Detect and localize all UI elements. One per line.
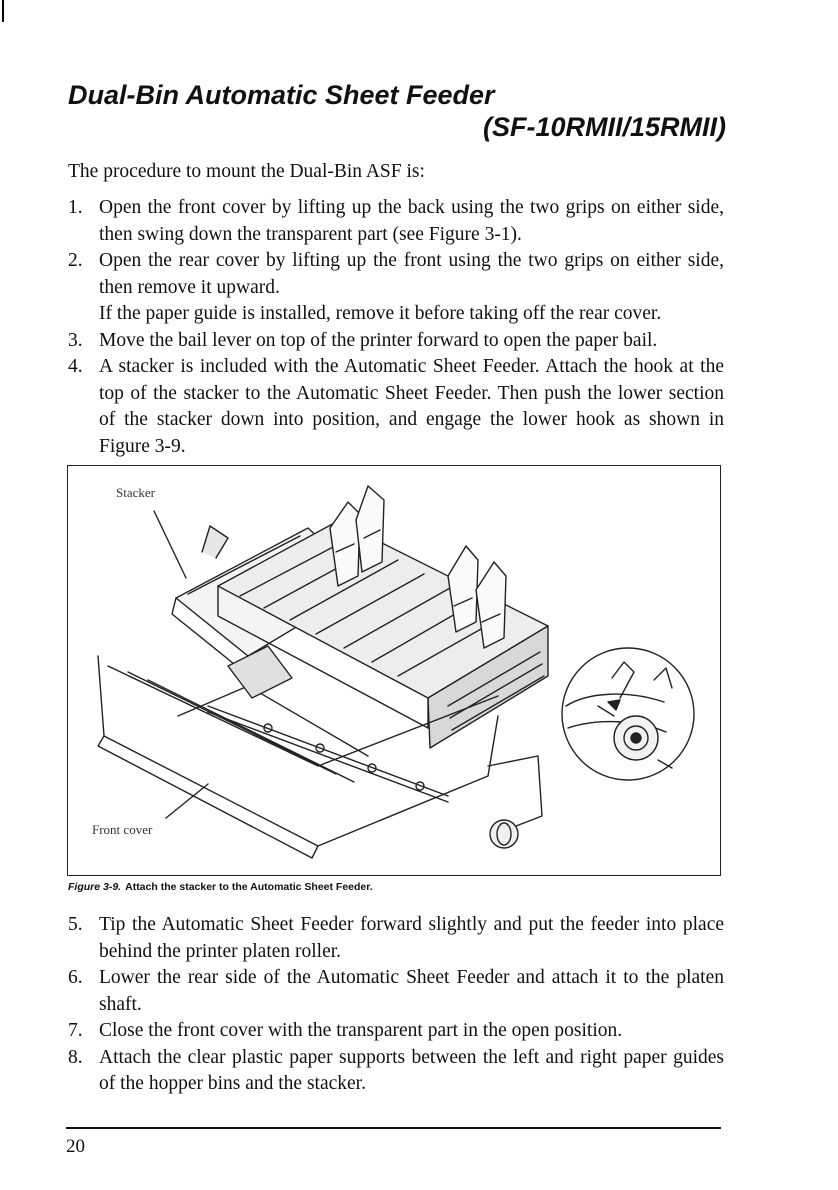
step-number: 5. [68,914,83,935]
hook-detail-inset [562,648,694,780]
step-item [68,912,724,965]
intro-text: The procedure to mount the Dual-Bin ASF is: [68,161,425,182]
step-text: Open the rear cover by lifting up the front using the two grips on either side, then remove it upward. [99,250,724,298]
step-number: 4. [68,356,83,377]
step-text: Close the front cover with the transparent part in the open position. [99,1020,623,1041]
step-item [68,328,724,355]
step-note: If the paper guide is installed, remove it before taking off the rear cover. [99,303,662,324]
page-edge-mark [2,0,4,22]
step-text: Attach the clear plastic paper supports between the left and right paper guides of the hopper bins and the stacker. [99,1046,724,1094]
step-number: 8. [68,1046,83,1068]
step-item [68,248,724,328]
sheet-feeder-illustration [68,466,721,876]
page-subtitle-model: (SF-10RMII/15RMII) [482,112,726,142]
figure-caption-number: Figure 3-9. [68,881,122,893]
figure-label-stacker: Stacker [116,485,155,500]
steps-list-after-figure [68,912,724,1098]
footer-rule [66,1127,721,1129]
step-number: 1. [68,197,83,218]
stacker-callout-line [154,511,186,578]
step-text: Lower the rear side of the Automatic Sheet Feeder and attach it to the platen shaft. [99,967,724,1015]
step-text: Tip the Automatic Sheet Feeder forward slightly and put the feeder into place behind the printer platen roller. [99,914,724,962]
step-text: Move the bail lever on top of the printer forward to open the paper bail. [99,329,658,351]
figure-frame [67,465,721,876]
step-number: 3. [68,329,83,351]
figure-caption-text: Attach the stacker to the Automatic Sheet Feeder. [125,881,373,893]
step-item [68,195,724,248]
step-item [68,965,724,1018]
figure-caption [68,881,373,893]
page-title: Dual-Bin Automatic Sheet Feeder [68,80,495,110]
step-number: 7. [68,1020,83,1041]
step-text: Open the front cover by lifting up the back using the two grips on either side, then swing down the transparent part (see Figure 3-1). [99,197,724,245]
step-item [68,1045,724,1098]
step-number: 6. [68,967,83,988]
steps-list-before-figure [68,195,724,460]
page-number: 20 [66,1136,85,1157]
step-item [68,354,724,460]
step-text: A stacker is included with the Automatic Sheet Feeder. Attach the hook at the top of the stacker to the Automatic Sheet Feeder. Then push the lower section of the stacker down into position, and engage the lower hook as shown in Figure 3-9. [99,356,724,457]
figure-label-front-cover: Front cover [92,822,153,837]
step-number: 2. [68,250,83,271]
step-item [68,1018,724,1045]
